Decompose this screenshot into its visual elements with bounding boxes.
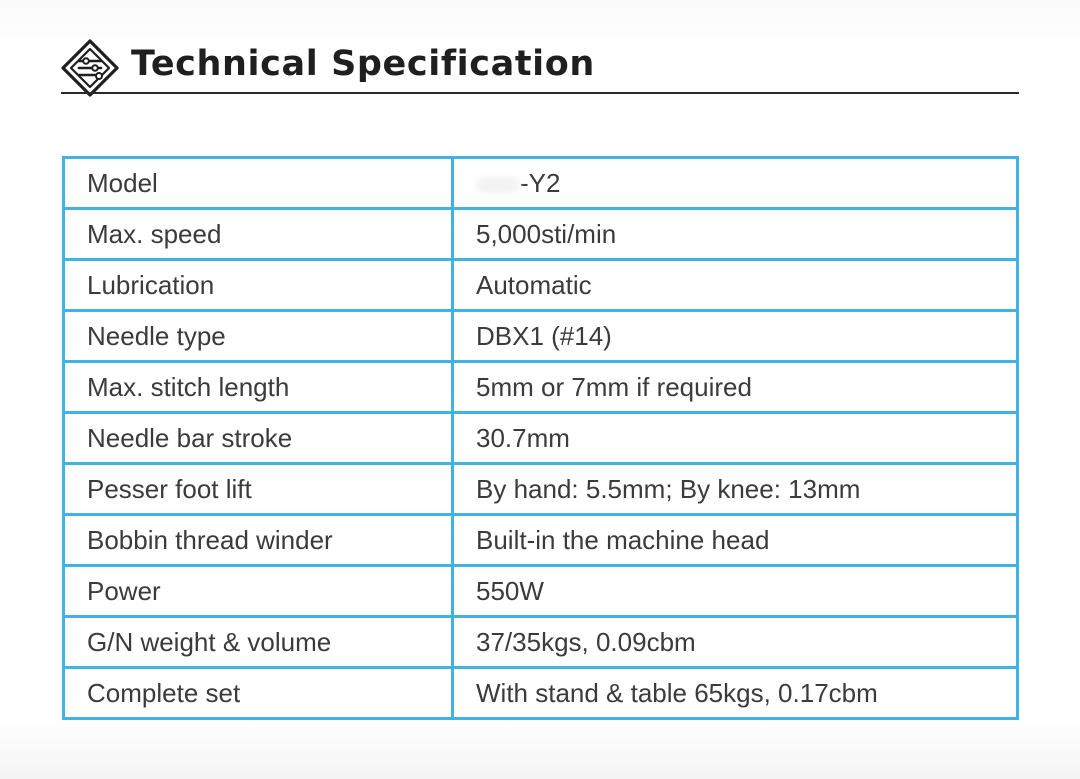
spec-value-cell [453,617,1018,668]
spec-value-cell [453,464,1018,515]
spec-value-cell [453,260,1018,311]
spec-label: Complete set [64,668,453,719]
table-row [64,617,1018,668]
spec-label: Model [64,158,453,209]
spec-label: Max. stitch length [64,362,453,413]
table-row [64,209,1018,260]
redacted-mark [476,177,520,193]
spec-value: 5mm or 7mm if required [476,371,752,402]
table-row [64,362,1018,413]
table-row [64,311,1018,362]
spec-label: Bobbin thread winder [64,515,453,566]
spec-value: With stand & table 65kgs, 0.17cbm [476,677,878,708]
spec-label: Lubrication [64,260,453,311]
spec-value: -Y2 [520,167,561,198]
table-row [64,566,1018,617]
spec-value: 30.7mm [476,422,570,453]
section-header [61,36,1019,94]
table-row [64,260,1018,311]
table-row [64,668,1018,719]
spec-value-cell [453,668,1018,719]
spec-value: 550W [476,575,544,606]
spec-value-cell [453,413,1018,464]
spec-value-cell [453,311,1018,362]
spec-label: G/N weight & volume [64,617,453,668]
spec-value: Automatic [476,269,592,300]
spec-value-cell [453,209,1018,260]
spec-table [62,156,1019,720]
spec-label: Needle type [64,311,453,362]
table-row [64,413,1018,464]
settings-sliders-icon [61,39,119,97]
spec-value-cell [453,566,1018,617]
spec-value-cell [453,158,1018,209]
header-divider [61,92,1019,94]
spec-label: Needle bar stroke [64,413,453,464]
spec-value-cell [453,515,1018,566]
page-title: Technical Specification [131,44,595,84]
spec-value-cell [453,362,1018,413]
spec-label: Pesser foot lift [64,464,453,515]
spec-value: 5,000sti/min [476,218,617,249]
spec-label: Power [64,566,453,617]
spec-value: Built-in the machine head [476,524,770,555]
spec-value: DBX1 (#14) [476,320,612,351]
table-row [64,464,1018,515]
table-row [64,515,1018,566]
spec-value: 37/35kgs, 0.09cbm [476,626,696,657]
table-row [64,158,1018,209]
spec-label: Max. speed [64,209,453,260]
spec-value: By hand: 5.5mm; By knee: 13mm [476,473,861,504]
spec-table-body [64,158,1018,719]
